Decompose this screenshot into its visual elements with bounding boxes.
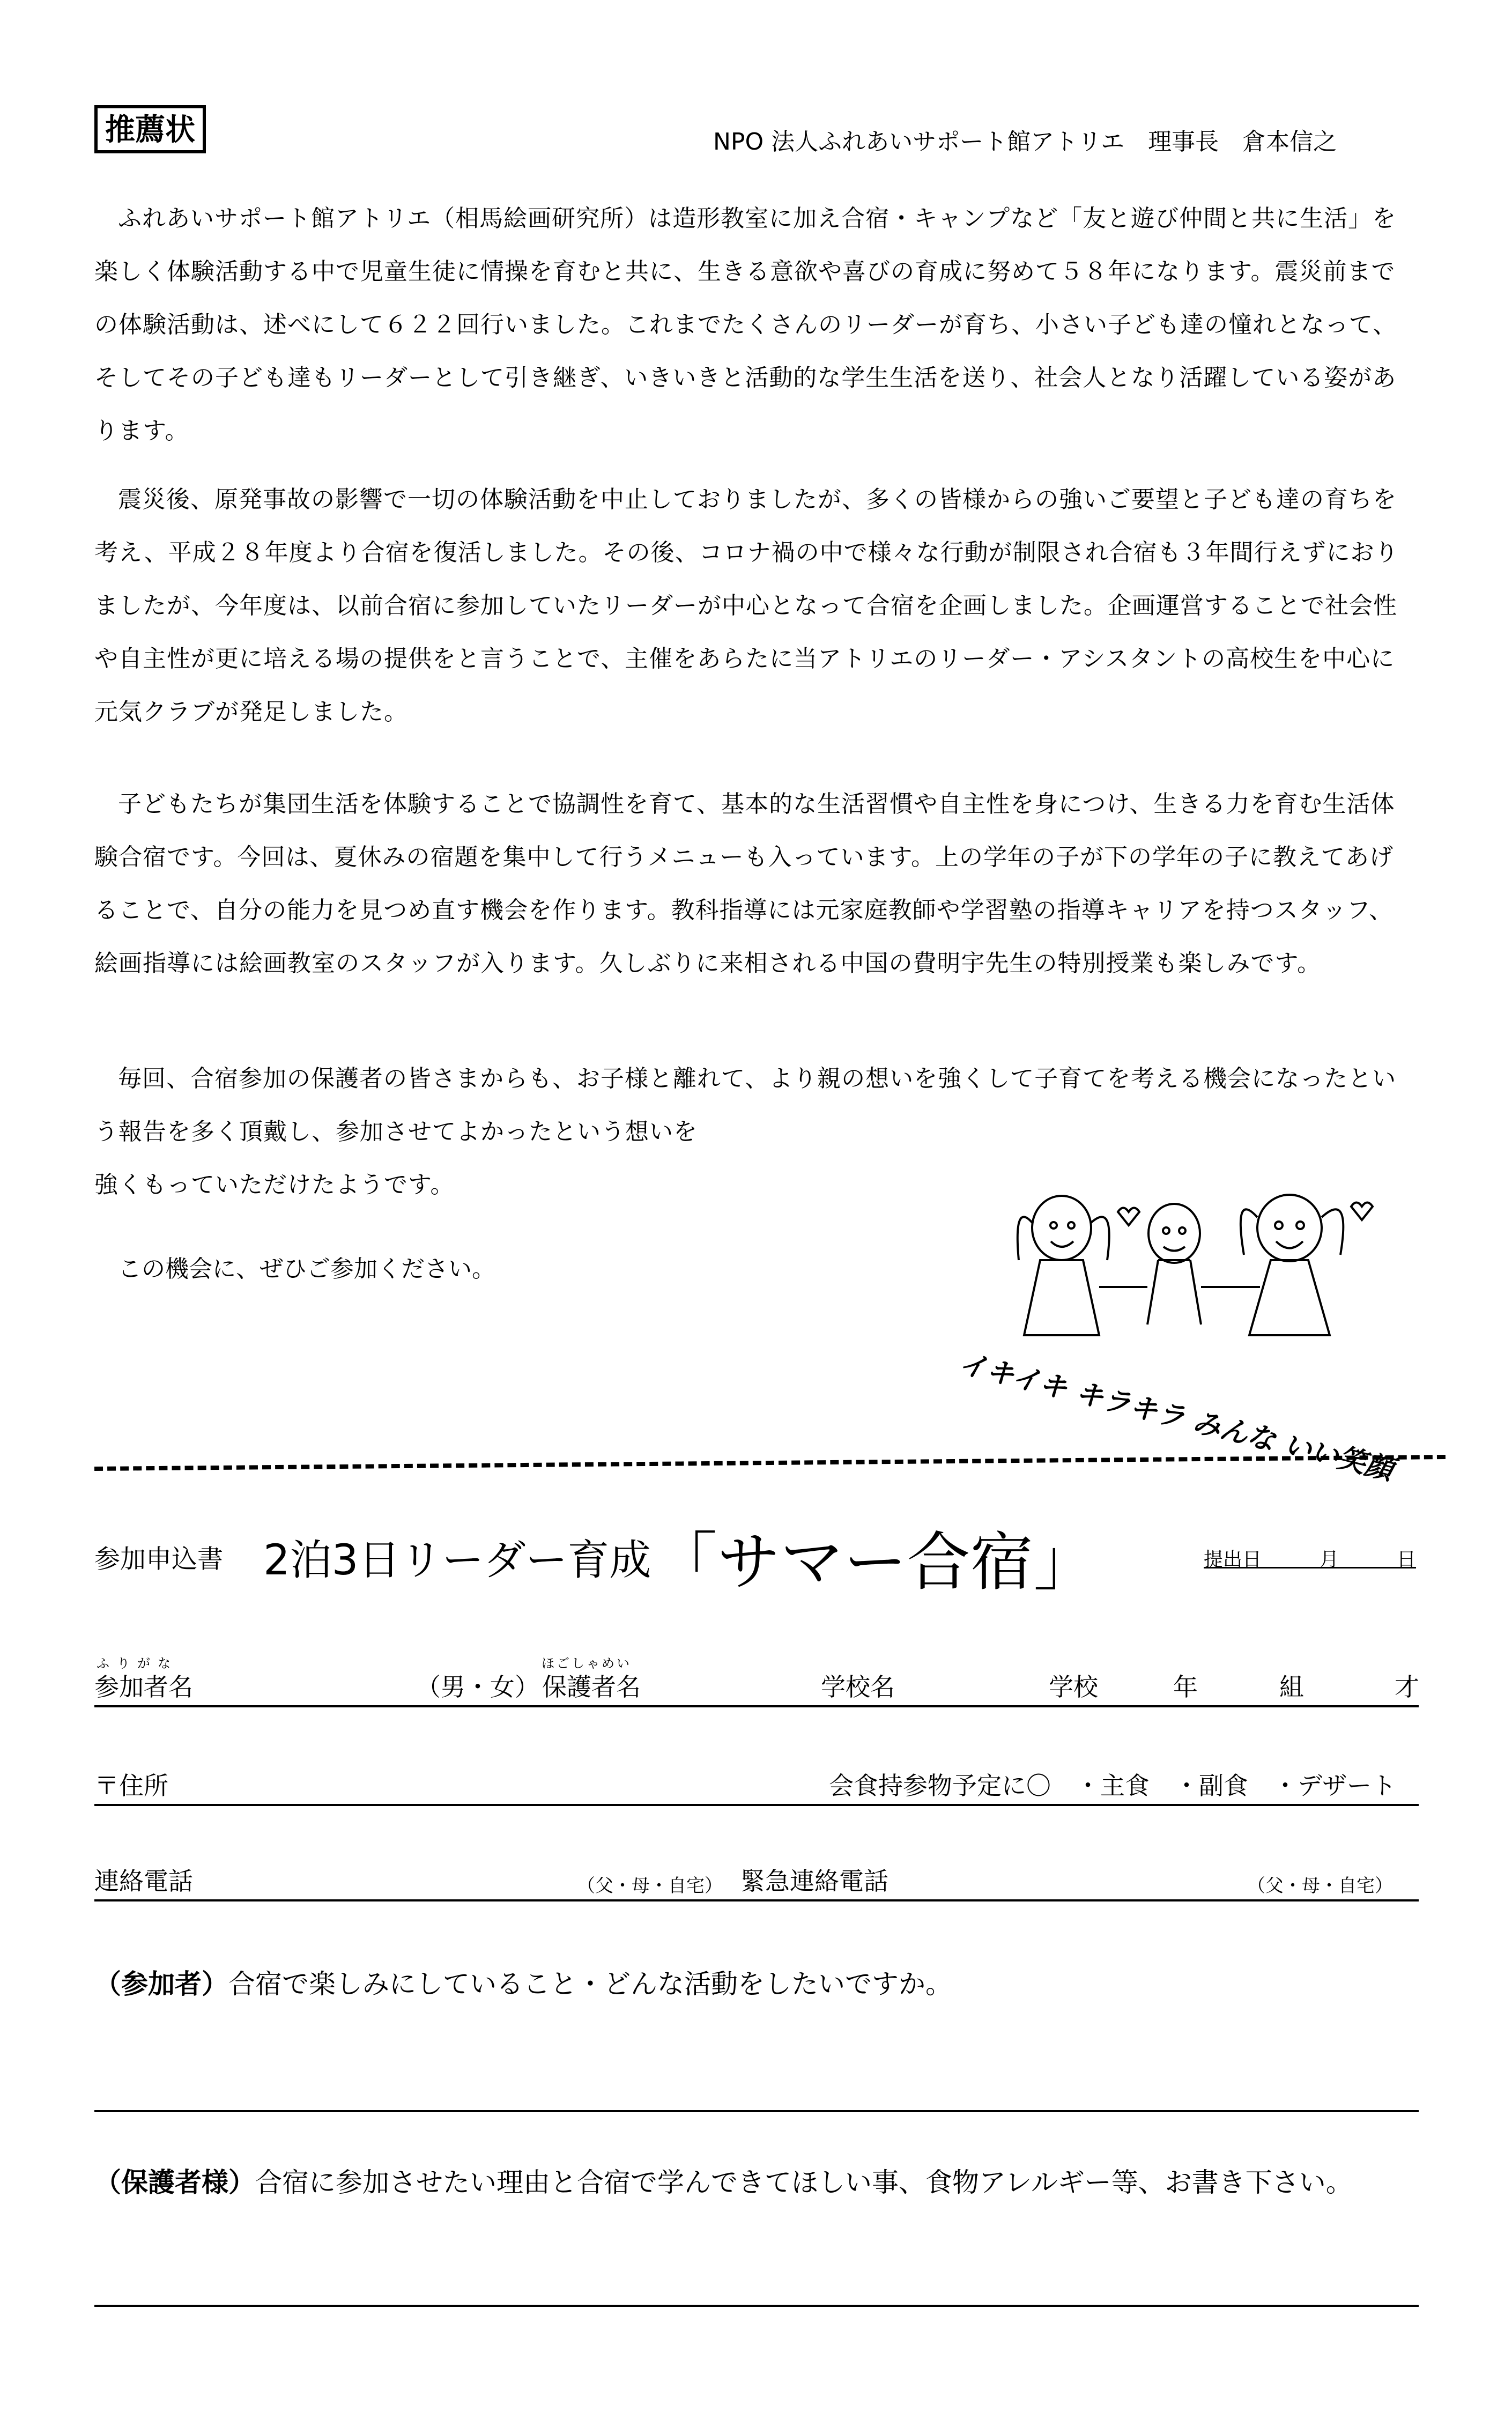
- guardian-name-label: 保護者名: [542, 1673, 641, 1701]
- paragraph-1: ふれあいサポート館アトリエ（相馬絵画研究所）は造形教室に加え合宿・キャンプなど「友と遊び仲間と共に生活」を楽しく体験活動する中で児童生徒に情操を育むと共に、生きる意欲や喜びの育成に努めて５８年になります。震災前までの体験活動は、述べにして６２２回行いました。これまでたくさんのリーダーが育ち、小さい子ども達の憧れとなって、そしてその子ども達もリーダーとして引き継ぎ、いきいきと活動的な学生生活を送り、社会人となり活躍している姿があります。: [94, 205, 1397, 445]
- participant-question: [94, 1963, 952, 2001]
- application-title: [94, 1511, 1096, 1602]
- food-plan-options[interactable]: 会食持参物予定に〇 ・主食 ・副食 ・デザート: [829, 1771, 1396, 1800]
- slogan-text: イキイキ キラキラ みんな いい笑顔: [955, 1347, 1397, 1487]
- emergency-relation[interactable]: （父・母・自宅）: [1247, 1875, 1393, 1897]
- school-name-label: 学校名: [821, 1673, 895, 1701]
- author-line: NPO 法人ふれあいサポート館アトリエ 理事長 倉本信之: [713, 128, 1337, 156]
- phone-row[interactable]: [94, 1865, 1419, 1901]
- participant-name-label: 参加者名: [94, 1673, 193, 1701]
- guardian-question: [94, 2161, 1353, 2200]
- ruby-guardian: ほごしゃめい: [542, 1656, 632, 1671]
- children-drawing: [981, 1180, 1389, 1373]
- emergency-phone-label: 緊急連絡電話: [740, 1867, 888, 1896]
- guardian-question-text: 合宿に参加させたい理由と合宿で学んできてほしい事、食物アレルギー等、お書き下さい。: [255, 2167, 1353, 2198]
- grade-label: 年: [1173, 1673, 1198, 1701]
- document-title: 推薦状: [94, 105, 206, 153]
- school-label: 学校: [1049, 1673, 1098, 1701]
- gender-select[interactable]: （男・女）: [416, 1673, 539, 1701]
- paragraph-4-end: 強くもっていただけたようです。: [94, 1171, 455, 1198]
- paragraph-2: 震災後、原発事故の影響で一切の体験活動を中止しておりましたが、多くの皆様からの強いご要望と子ども達の育ちを考え、平成２８年度より合宿を復活しました。その後、コロナ禍の中で様々な行動が制限され合宿も３年間行えずにおりましたが、今年度は、以前合宿に参加していたリーダーが中心となって合宿を企画しました。企画運営することで社会性や自主性が更に培える場の提供をと言うことで、主催をあらたに当アトリエのリーダー・アシスタントの高校生を中心に元気クラブが発足しました。: [94, 486, 1399, 726]
- age-label: 才: [1395, 1673, 1419, 1701]
- form-main-title: 「サマー合宿」: [654, 1525, 1097, 1599]
- cut-line: [94, 1455, 1446, 1471]
- guardian-answer-line[interactable]: [94, 2305, 1419, 2307]
- participant-question-text: 合宿で楽しみにしていること・どんな活動をしたいですか。: [228, 1969, 952, 2000]
- paragraph-3: 子どもたちが集団生活を体験することで協調性を育て、基本的な生活習慣や自主性を身につけ、生きる力を育む生活体験合宿です。今回は、夏休みの宿題を集中して行うメニューも入っています。上の学年の子が下の学年の子に教えてあげることで、自分の能力を見つめ直す機会を作ります。教科指導には元家庭教師や学習塾の指導キャリアを持つスタッフ、絵画指導には絵画教室のスタッフが入ります。久しぶりに来相される中国の費明宇先生の特別授業も楽しみです。: [94, 790, 1395, 977]
- guardian-tag: （保護者様）: [94, 2167, 255, 2198]
- ruby-furigana: ふりがな: [97, 1656, 178, 1671]
- paragraph-4: 毎回、合宿参加の保護者の皆さまからも、お子様と離れて、より親の想いを強くして子育てを考える機会になったという報告を多く頂戴し、参加させてよかったという想いを: [94, 1065, 1397, 1145]
- submission-date: 提出日 月 日: [1204, 1549, 1417, 1571]
- closing-text: この機会に、ぜひご参加ください。: [118, 1255, 495, 1283]
- address-label: 〒住所: [94, 1771, 168, 1800]
- participant-answer-line[interactable]: [94, 2110, 1419, 2112]
- participant-tag: （参加者）: [94, 1969, 228, 2000]
- form-subtitle: 2泊3日リーダー育成: [263, 1536, 651, 1585]
- phone-label: 連絡電話: [94, 1867, 193, 1896]
- name-row[interactable]: [94, 1671, 1419, 1707]
- phone-relation[interactable]: （父・母・自宅）: [577, 1875, 723, 1897]
- address-row[interactable]: [94, 1770, 1419, 1806]
- form-label: 参加申込書: [94, 1544, 224, 1574]
- class-label: 組: [1279, 1673, 1304, 1701]
